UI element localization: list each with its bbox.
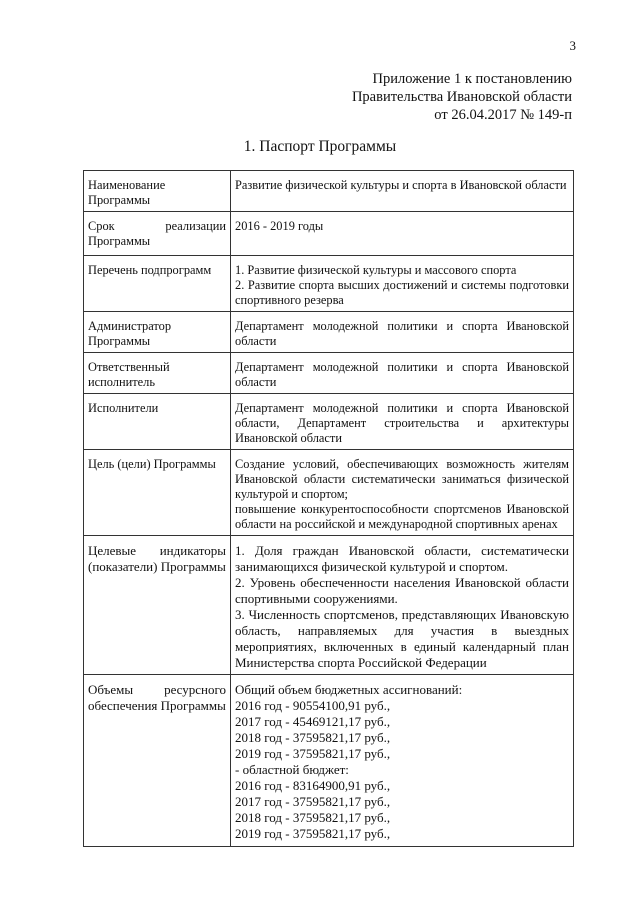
table-row-indicators	[84, 536, 574, 675]
funding-line-1: 2016 год - 90554100,91 руб.,	[235, 698, 391, 713]
funding-line-4: 2019 год - 37595821,17 руб.,	[235, 746, 391, 761]
table-row-goals	[84, 450, 574, 536]
row-label-funding: Объемы ресурсного обеспечения Программы	[84, 675, 231, 847]
row-value-indicators	[231, 536, 574, 675]
page-number: 3	[569, 38, 576, 53]
goal-1: Создание условий, обеспечивающих возможность жителям Ивановской области систематически заниматься физической культурой и спортом;	[235, 457, 569, 501]
row-value-executors: Департамент молодежной политики и спорта Ивановской области, Департамент строительства и архитектуры Ивановской области	[231, 394, 574, 450]
row-label-name: Наименование Программы	[84, 171, 231, 212]
row-value-term: 2016 - 2019 годы	[231, 212, 574, 256]
indicator-3: 3. Численность спортсменов, представляющих Ивановскую область, направляемых для участия в выездных мероприятиях, включенных в единый календарный план Министерства спорта Российской Федерации	[235, 607, 569, 670]
funding-line-6: 2016 год - 83164900,91 руб.,	[235, 778, 391, 793]
row-value-subprograms	[231, 256, 574, 312]
row-value-responsible: Департамент молодежной политики и спорта Ивановской области	[231, 353, 574, 394]
funding-line-9: 2019 год - 37595821,17 руб.,	[235, 826, 391, 841]
appendix-header	[352, 70, 572, 124]
funding-line-2: 2017 год - 45469121,17 руб.,	[235, 714, 391, 729]
row-label-executors: Исполнители	[84, 394, 231, 450]
subprogram-item-2: 2. Развитие спорта высших достижений и системы подготовки спортивного резерва	[235, 278, 569, 307]
table-row-subprograms	[84, 256, 574, 312]
funding-line-0: Общий объем бюджетных ассигнований:	[235, 682, 463, 697]
row-value-goals	[231, 450, 574, 536]
appendix-line-1: Приложение 1 к постановлению	[372, 71, 572, 87]
row-label-indicators: Целевые индикаторы (показатели) Программы	[84, 536, 231, 675]
table-row-responsible	[84, 353, 574, 394]
indicator-1: 1. Доля граждан Ивановской области, систематически занимающихся физической культурой и спортом.	[235, 543, 569, 574]
indicator-2: 2. Уровень обеспеченности населения Ивановской области спортивными сооружениями.	[235, 575, 569, 606]
table-row-administrator	[84, 312, 574, 353]
row-value-name: Развитие физической культуры и спорта в Ивановской области	[231, 171, 574, 212]
table-row-executors	[84, 394, 574, 450]
funding-line-5: - областной бюджет:	[235, 762, 349, 777]
row-label-subprograms: Перечень подпрограмм	[84, 256, 231, 312]
row-label-responsible: Ответственный исполнитель	[84, 353, 231, 394]
funding-line-7: 2017 год - 37595821,17 руб.,	[235, 794, 391, 809]
document-title: 1. Паспорт Программы	[243, 138, 397, 155]
row-label-administrator: Администратор Программы	[84, 312, 231, 353]
table-row-name	[84, 171, 574, 212]
program-passport-table	[83, 170, 574, 847]
appendix-line-3: от 26.04.2017 № 149-п	[434, 107, 572, 123]
goal-2: повышение конкурентоспособности спортсменов Ивановской области на российской и международной спортивных аренах	[235, 502, 569, 531]
funding-line-3: 2018 год - 37595821,17 руб.,	[235, 730, 391, 745]
funding-line-8: 2018 год - 37595821,17 руб.,	[235, 810, 391, 825]
row-value-administrator: Департамент молодежной политики и спорта Ивановской области	[231, 312, 574, 353]
table-row-term	[84, 212, 574, 256]
row-value-funding	[231, 675, 574, 847]
table-row-funding	[84, 675, 574, 847]
row-label-goals: Цель (цели) Программы	[84, 450, 231, 536]
appendix-line-2: Правительства Ивановской области	[351, 89, 572, 105]
row-label-term: Срок реализации Программы	[84, 212, 231, 256]
subprogram-item-1: 1. Развитие физической культуры и массового спорта	[235, 263, 517, 277]
